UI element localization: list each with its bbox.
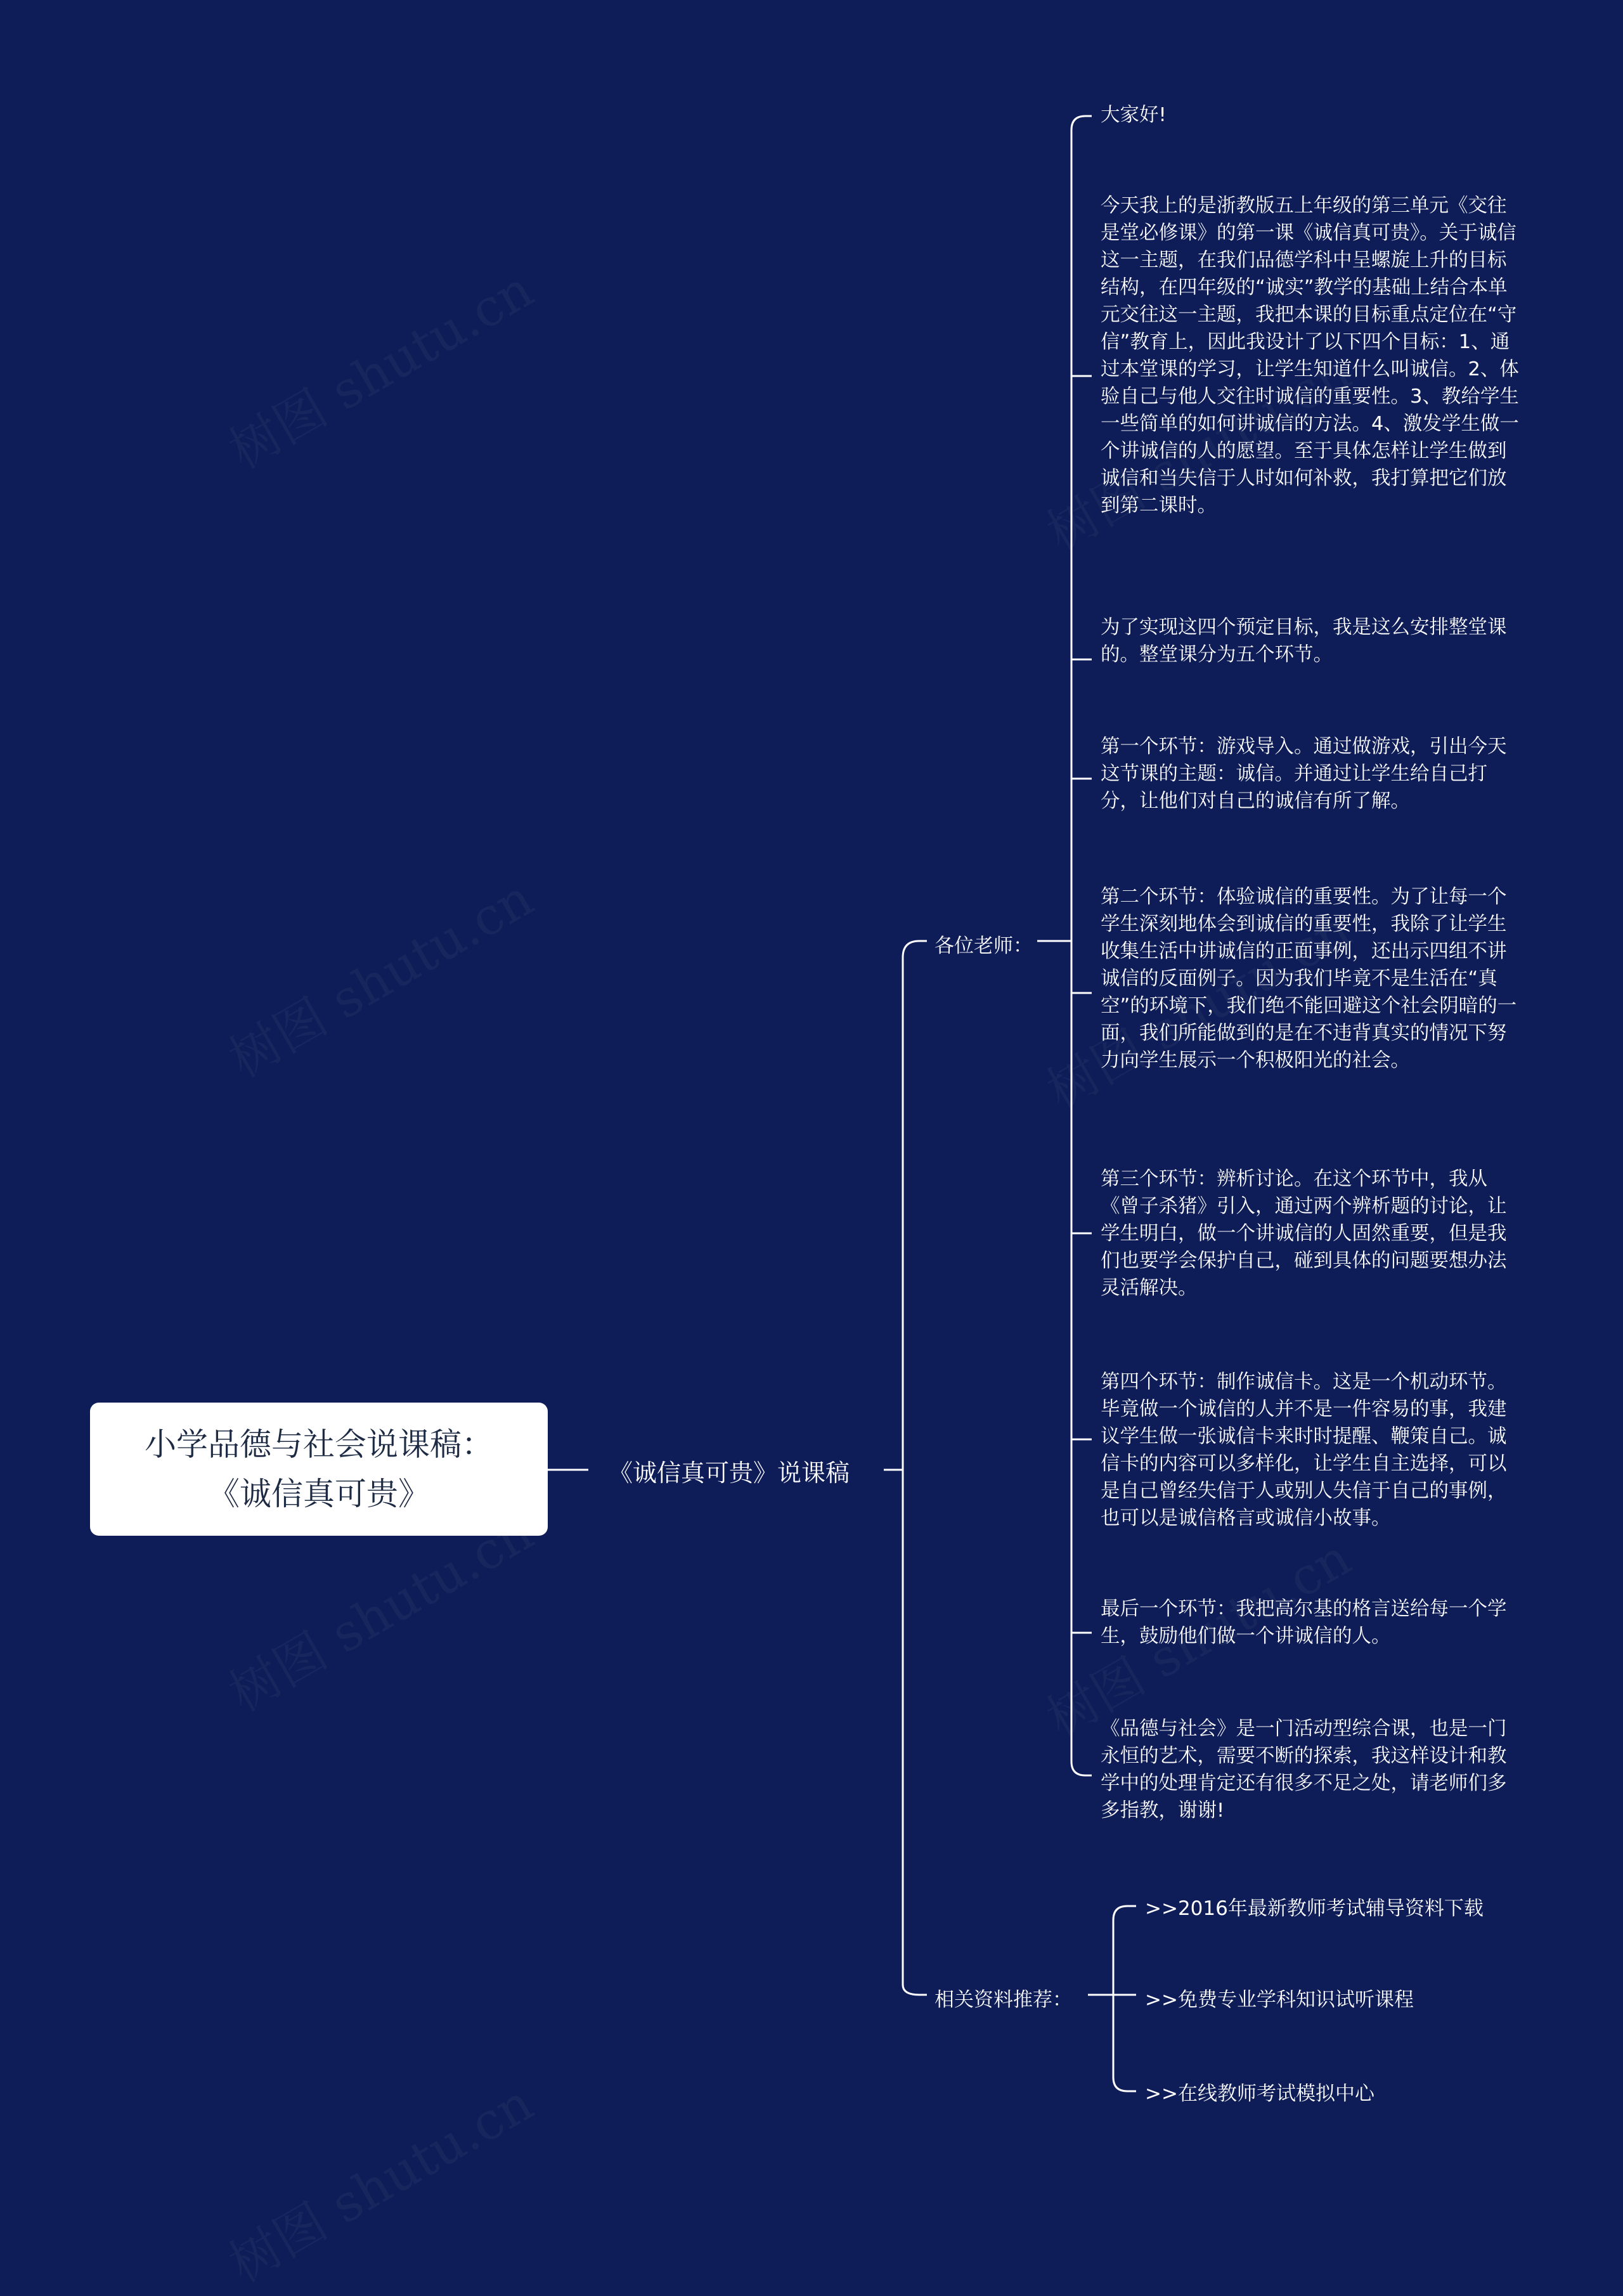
resource-link-mock-exam[interactable]: >>在线教师考试模拟中心 — [1145, 2082, 1374, 2105]
leaf-step2[interactable]: 第二个环节：体验诚信的重要性。为了让每一个学生深刻地体会到诚信的重要性，我除了让学生收集生活中讲诚信的正面事例，还出示四组不讲诚信的反面例子。因为我们毕竟不是生活在“真空”的环境下，我们绝不能回避这个社会阴暗的一面，我们所能做到的是在不违背真实的情况下努力向学生展示一个积极阳光的社会。 — [1101, 886, 1517, 1072]
root-title-line1: 小学品德与社会说课稿： — [145, 1426, 493, 1463]
root-topic[interactable] — [90, 1403, 548, 1536]
connector-subtopic — [884, 941, 927, 1995]
branch-resources[interactable]: 相关资料推荐： — [934, 1988, 1072, 2011]
subtopic-node[interactable]: 《诚信真可贵》说课稿 — [609, 1459, 850, 1487]
leaf-greeting[interactable]: 大家好! — [1101, 104, 1167, 126]
leaf-step1[interactable]: 第一个环节：游戏导入。通过做游戏，引出今天这节课的主题：诚信。并通过让学生给自己打分，让他们对自己的诚信有所了解。 — [1101, 736, 1507, 812]
resource-link-course[interactable]: >>免费专业学科知识试听课程 — [1145, 1988, 1414, 2011]
branch-teachers[interactable]: 各位老师： — [934, 935, 1033, 957]
leaf-step3[interactable]: 第三个环节：辨析讨论。在这个环节中，我从《曾子杀猪》引入，通过两个辨析题的讨论，让学生明白，做一个讲诚信的人固然重要，但是我们也要学会保护自己，碰到具体的问题要想办法灵活解决。 — [1101, 1168, 1507, 1299]
leaf-closing[interactable]: 《品德与社会》是一门活动型综合课，也是一门永恒的艺术，需要不断的探索，我这样设计和教学中的处理肯定还有很多不足之处，请老师们多多指教，谢谢! — [1101, 1718, 1507, 1822]
root-topic-text — [145, 1420, 493, 1519]
leaf-step5[interactable]: 最后一个环节：我把高尔基的格言送给每一个学生，鼓励他们做一个讲诚信的人。 — [1101, 1598, 1507, 1647]
resource-link-materials[interactable]: >>2016年最新教师考试辅导资料下载 — [1145, 1897, 1484, 1920]
root-title-line2: 《诚信真可贵》 — [208, 1476, 430, 1512]
leaf-goals[interactable]: 今天我上的是浙教版五上年级的第三单元《交往是堂必修课》的第一课《诚信真可贵》。关于诚信这一主题，在我们品德学科中呈螺旋上升的目标结构，在四年级的“诚实”教学的基础上结合本单元交往这一主题，我把本课的目标重点定位在“守信”教育上，因此我设计了以下四个目标：1、通过本堂课的学习，让学生知道什么叫诚信。2、体验自己与他人交往时诚信的重要性。3、教给学生一些简单的如何讲诚信的方法。4、激发学生做一个讲诚信的人的愿望。至于具体怎样让学生做到诚信和当失信于人时如何补救，我打算把它们放到第二课时。 — [1101, 195, 1519, 517]
leaf-step4[interactable]: 第四个环节：制作诚信卡。这是一个机动环节。毕竟做一个诚信的人并不是一件容易的事，我建议学生做一张诚信卡来时时提醒、鞭策自己。诚信卡的内容可以多样化，让学生自主选择，可以是自己曾经失信于人或别人失信于自己的事例，也可以是诚信格言或诚信小故事。 — [1101, 1371, 1507, 1529]
leaf-plan[interactable]: 为了实现这四个预定目标，我是这么安排整堂课的。整堂课分为五个环节。 — [1101, 616, 1507, 666]
connector-teachers — [1037, 116, 1092, 1775]
connector-resources — [1088, 1906, 1136, 2091]
